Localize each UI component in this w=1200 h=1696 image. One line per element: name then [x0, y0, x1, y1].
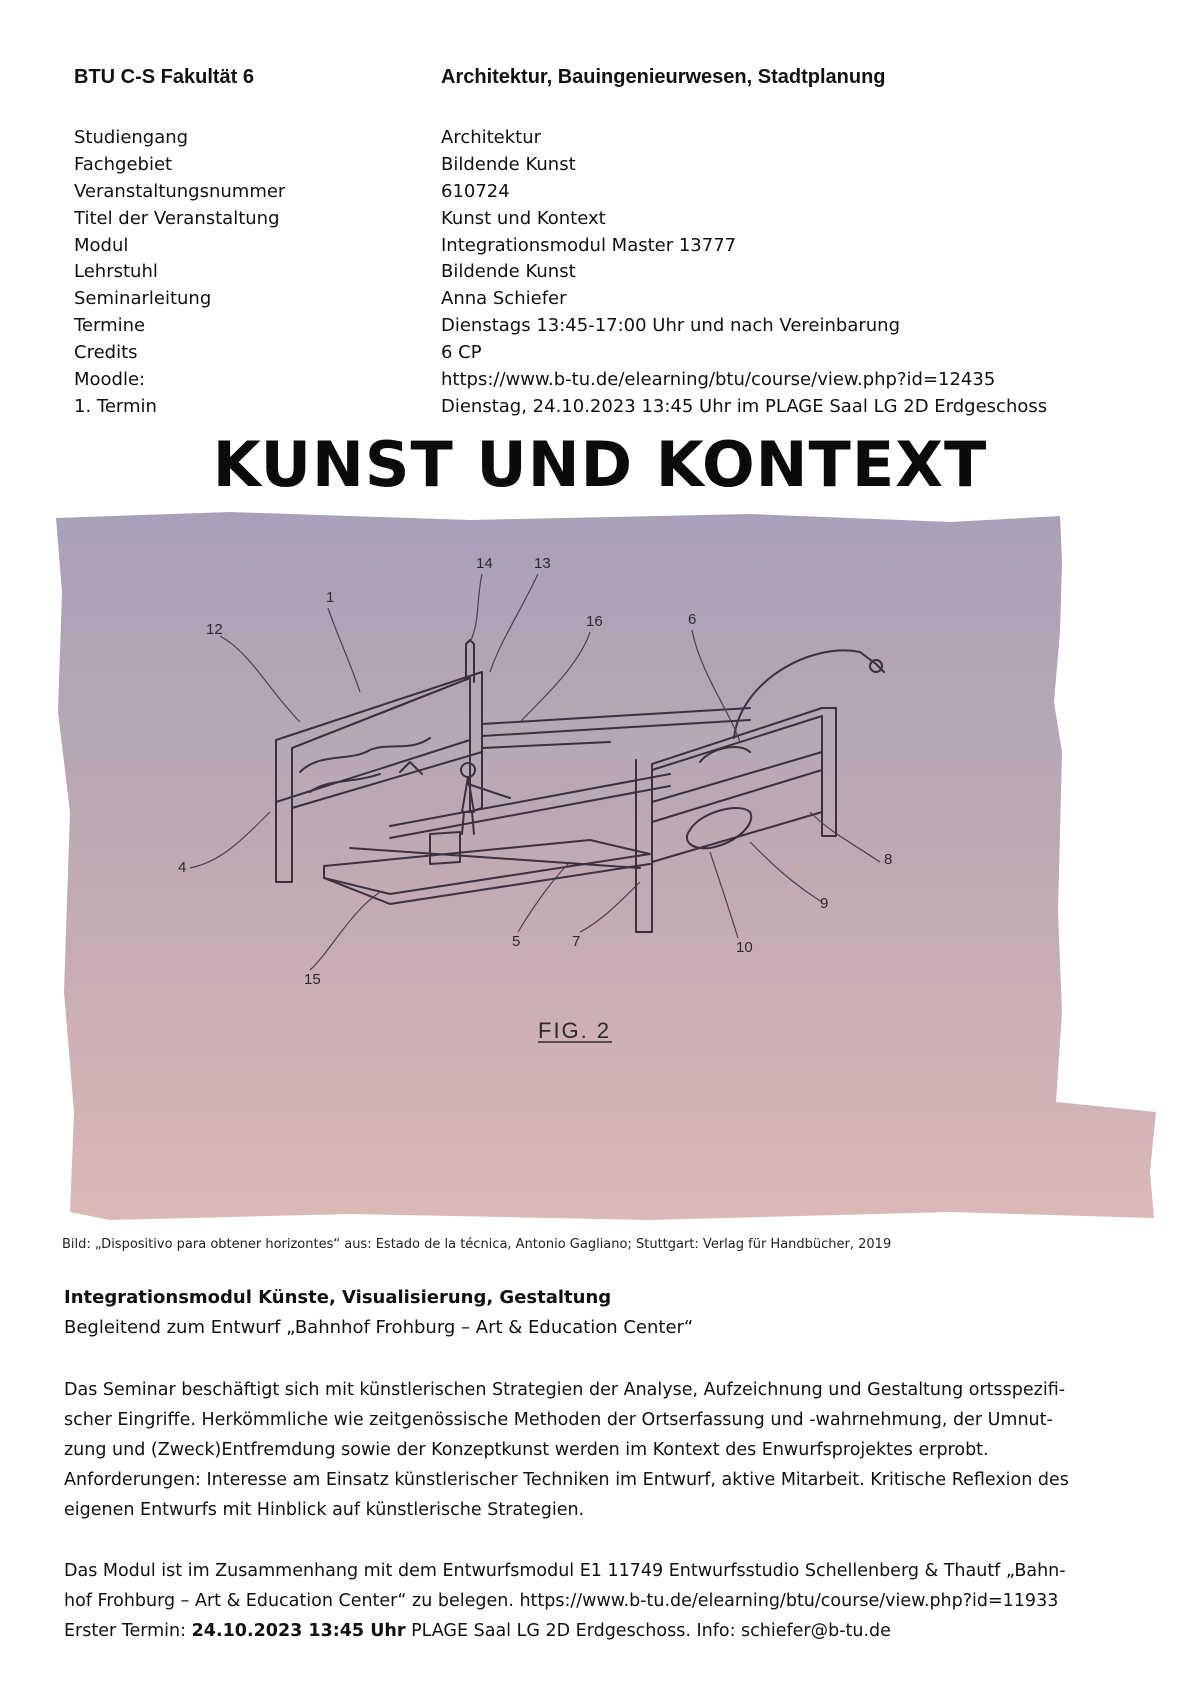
info-label: Fachgebiet	[74, 153, 173, 175]
moodle-link[interactable]: https://www.b-tu.de/elearning/btu/course/view.php?id=12435	[441, 369, 996, 391]
figure-number: 1	[326, 589, 335, 606]
info-row	[74, 259, 1134, 286]
info-row	[74, 206, 1134, 233]
figure-number: 5	[512, 933, 521, 950]
header-department: Architektur, Bauingenieurwesen, Stadtplanung	[441, 66, 886, 88]
patent-figure	[50, 512, 1156, 1222]
info-value: 610724	[441, 180, 510, 202]
info-row	[74, 367, 1134, 394]
info-label: Seminarleitung	[74, 288, 212, 310]
paragraph-line	[64, 1616, 1108, 1646]
paragraph-line: eigenen Entwurfs mit Hinblick auf künstlerische Strategien.	[64, 1500, 585, 1520]
info-value: Architektur	[441, 127, 542, 148]
description-paragraph	[64, 1375, 1108, 1525]
figure-number: 9	[820, 895, 829, 912]
page-title: KUNST UND KONTEXT	[212, 428, 988, 501]
first-date-location: PLAGE Saal LG 2D Erdgeschoss. Info: schiefer@b-tu.de	[405, 1621, 891, 1641]
figure-number: 10	[736, 939, 753, 956]
info-label: Veranstaltungsnummer	[74, 180, 286, 202]
info-row	[74, 286, 1134, 313]
info-row	[74, 313, 1134, 340]
figure-number: 8	[884, 851, 893, 868]
info-value: Bildende Kunst	[441, 261, 576, 283]
header-faculty: BTU C-S Fakultät 6	[74, 66, 255, 88]
info-value: Anna Schiefer	[441, 288, 567, 310]
figure-number: 7	[572, 933, 581, 950]
info-row	[74, 394, 1134, 421]
figure-number: 14	[476, 555, 493, 572]
info-label: Studiengang	[74, 127, 189, 148]
info-row	[74, 340, 1134, 367]
paragraph-line: Das Modul ist im Zusammenhang mit dem Entwurfsmodul E1 11749 Entwurfsstudio Schellenberg & Thautf „Bahn-	[64, 1561, 1066, 1581]
module-subtitle: Begleitend zum Entwurf „Bahnhof Frohburg – Art & Education Center“	[64, 1317, 694, 1338]
info-value: Dienstag, 24.10.2023 13:45 Uhr im PLAGE Saal LG 2D Erdgeschoss	[441, 395, 1048, 417]
info-label: Moodle:	[74, 369, 146, 391]
info-label: Termine	[74, 315, 146, 337]
info-row	[74, 125, 1134, 152]
info-row	[74, 233, 1134, 260]
info-label: Lehrstuhl	[74, 261, 158, 283]
figure-number: 13	[534, 555, 551, 572]
module-title: Integrationsmodul Künste, Visualisierung, Gestaltung	[64, 1287, 612, 1308]
info-label: Titel der Veranstaltung	[74, 207, 280, 229]
module-note-paragraph	[64, 1556, 1108, 1646]
paragraph-line: zung und (Zweck)Entfremdung sowie der Konzeptkunst werden im Kontext des Enwurfsprojektes erprobt.	[64, 1440, 989, 1460]
paragraph-line: Anforderungen: Interesse am Einsatz künstlerischer Techniken im Entwurf, aktive Mitarbeit. Kritische Reflexion des	[64, 1470, 1069, 1490]
figure-label: FIG. 2	[538, 1018, 612, 1043]
paragraph-line: scher Eingriffe. Herkömmliche wie zeitgenössische Methoden der Ortserfassung und -wahrnehmung, der Umnut-	[64, 1410, 1053, 1430]
figure-number: 12	[206, 621, 223, 638]
info-label: Modul	[74, 234, 129, 256]
figure-number: 4	[178, 859, 187, 876]
info-value: 6 CP	[441, 342, 482, 364]
figure-number: 15	[304, 971, 321, 988]
patent-drawing	[50, 512, 1156, 1222]
figure-number: 6	[688, 611, 697, 628]
info-value: Bildende Kunst	[441, 153, 576, 175]
info-label: 1. Termin	[74, 395, 157, 417]
first-date-label: Erster Termin:	[64, 1621, 192, 1641]
info-value: Dienstags 13:45-17:00 Uhr und nach Vereinbarung	[441, 315, 901, 337]
info-label: Credits	[74, 342, 138, 364]
info-row	[74, 179, 1134, 206]
first-date-value: 24.10.2023 13:45 Uhr	[191, 1621, 406, 1641]
image-caption: Bild: „Dispositivo para obtener horizontes“ aus: Estado de la técnica, Antonio Gagliano; Stuttgart: Verlag für Handbücher, 2019	[62, 1237, 892, 1252]
info-row	[74, 152, 1134, 179]
figure-number: 16	[586, 613, 603, 630]
info-value: Kunst und Kontext	[441, 207, 606, 229]
info-value: Integrationsmodul Master 13777	[441, 234, 737, 256]
paragraph-line: Das Seminar beschäftigt sich mit künstlerischen Strategien der Analyse, Aufzeichnung und Gestaltung ortsspezifi-	[64, 1380, 1066, 1400]
paragraph-line[interactable]: hof Frohburg – Art & Education Center“ zu belegen. https://www.b-tu.de/elearning/btu/course/view.php?id=11933	[64, 1591, 1059, 1611]
course-info-table	[74, 125, 1134, 421]
